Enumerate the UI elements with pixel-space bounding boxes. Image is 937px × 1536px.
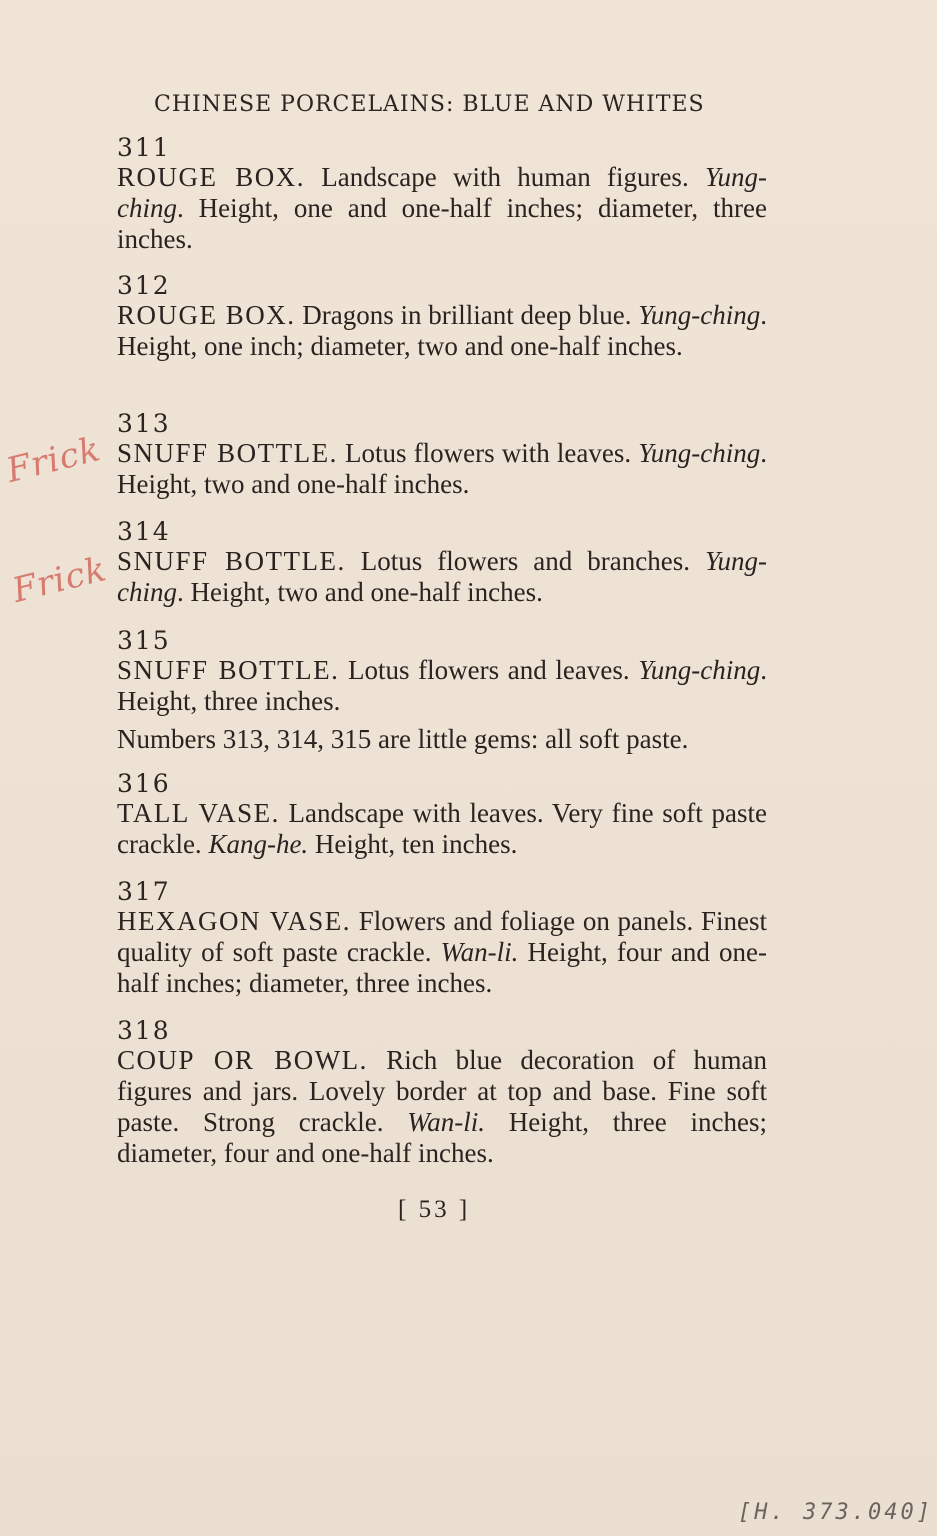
entry-title: SNUFF BOTTLE. (117, 546, 346, 576)
entry-number: 311 (117, 133, 171, 162)
entry-period: Yung-ching (638, 438, 761, 468)
entry-period: Kang-he. (208, 829, 309, 859)
entry-number: 317 (117, 877, 171, 906)
entry-period: Yung-ching (117, 546, 767, 607)
entry-period: Wan-li. (407, 1107, 485, 1137)
entry-title: ROUGE BOX. (117, 300, 296, 330)
entry-number: 313 (117, 409, 171, 438)
entry-text (117, 438, 767, 500)
entry-period: Yung-ching (117, 162, 767, 223)
entry-title: COUP OR BOWL. (117, 1045, 368, 1075)
entry-description: Dragons in brilliant deep blue. (295, 300, 639, 330)
entry-dimensions: . Height, two and one-half inches. (117, 438, 767, 499)
editorial-note: Numbers 313, 314, 315 are little gems: all soft paste. (117, 724, 689, 754)
entry-text (117, 546, 767, 608)
entry-number: 318 (117, 1016, 171, 1045)
catalog-entry-318 (117, 1017, 767, 1169)
catalog-entry-316 (117, 770, 767, 860)
catalog-entry-312 (117, 272, 767, 362)
entry-text (117, 300, 767, 362)
entry-dimensions: Height, four and one-half inches; diameter, three inches. (117, 937, 767, 998)
entry-title: ROUGE BOX. (117, 162, 306, 192)
entry-title: HEXAGON VASE. (117, 906, 351, 936)
page-number: [ 53 ] (398, 1196, 471, 1223)
entry-text (117, 798, 767, 860)
catalog-number-stamp: [H. 373.040] (738, 1500, 933, 1525)
entry-title: SNUFF BOTTLE. (117, 655, 340, 685)
entry-description: Flowers and foliage on panels. Finest quality of soft paste crackle. (117, 906, 767, 967)
entry-dimensions: . Height, two and one-half inches. (177, 577, 543, 607)
catalog-entry-314 (117, 518, 767, 608)
entry-text (117, 906, 767, 999)
catalog-entry-317 (117, 878, 767, 999)
entry-text (117, 1045, 767, 1169)
entry-number: 315 (117, 626, 171, 655)
entry-text (117, 162, 767, 255)
entry-dimensions: . Height, three inches. (117, 655, 767, 716)
entry-description: Landscape with leaves. Very fine soft paste crackle. (117, 798, 767, 859)
catalog-entry-311 (117, 134, 767, 255)
handwritten-margin-note: Frick (8, 549, 111, 611)
catalog-entry-313 (117, 410, 767, 500)
entry-title: TALL VASE. (117, 798, 280, 828)
entry-description: Lotus flowers and leaves. (339, 655, 639, 685)
entry-dimensions: . Height, one inch; diameter, two and one-half inches. (117, 300, 767, 361)
entry-number: 312 (117, 271, 171, 300)
entry-number: 316 (117, 769, 171, 798)
entry-dimensions: Height, ten inches. (308, 829, 518, 859)
entry-description: Lotus flowers and branches. (345, 546, 705, 576)
handwritten-margin-note: Frick (2, 429, 105, 491)
catalog-entry-315 (117, 627, 767, 717)
entry-dimensions: Height, three inches; diameter, four and one-half inches. (117, 1107, 767, 1168)
running-head: CHINESE PORCELAINS: BLUE AND WHITES (154, 92, 705, 117)
entry-period: Yung-ching (638, 300, 761, 330)
entry-number: 314 (117, 517, 171, 546)
entry-dimensions: . Height, one and one-half inches; diameter, three inches. (117, 193, 767, 254)
entry-period: Wan-li. (440, 937, 519, 967)
entry-title: SNUFF BOTTLE. (117, 438, 338, 468)
entry-description: Lotus flowers with leaves. (337, 438, 639, 468)
entry-description: Rich blue decoration of human figures and jars. Lovely border at top and base. Fine soft paste. Strong crackle. (117, 1045, 768, 1137)
entry-text (117, 655, 767, 717)
entry-description: Landscape with human figures. (305, 162, 705, 192)
entry-period: Yung-ching (638, 655, 761, 685)
